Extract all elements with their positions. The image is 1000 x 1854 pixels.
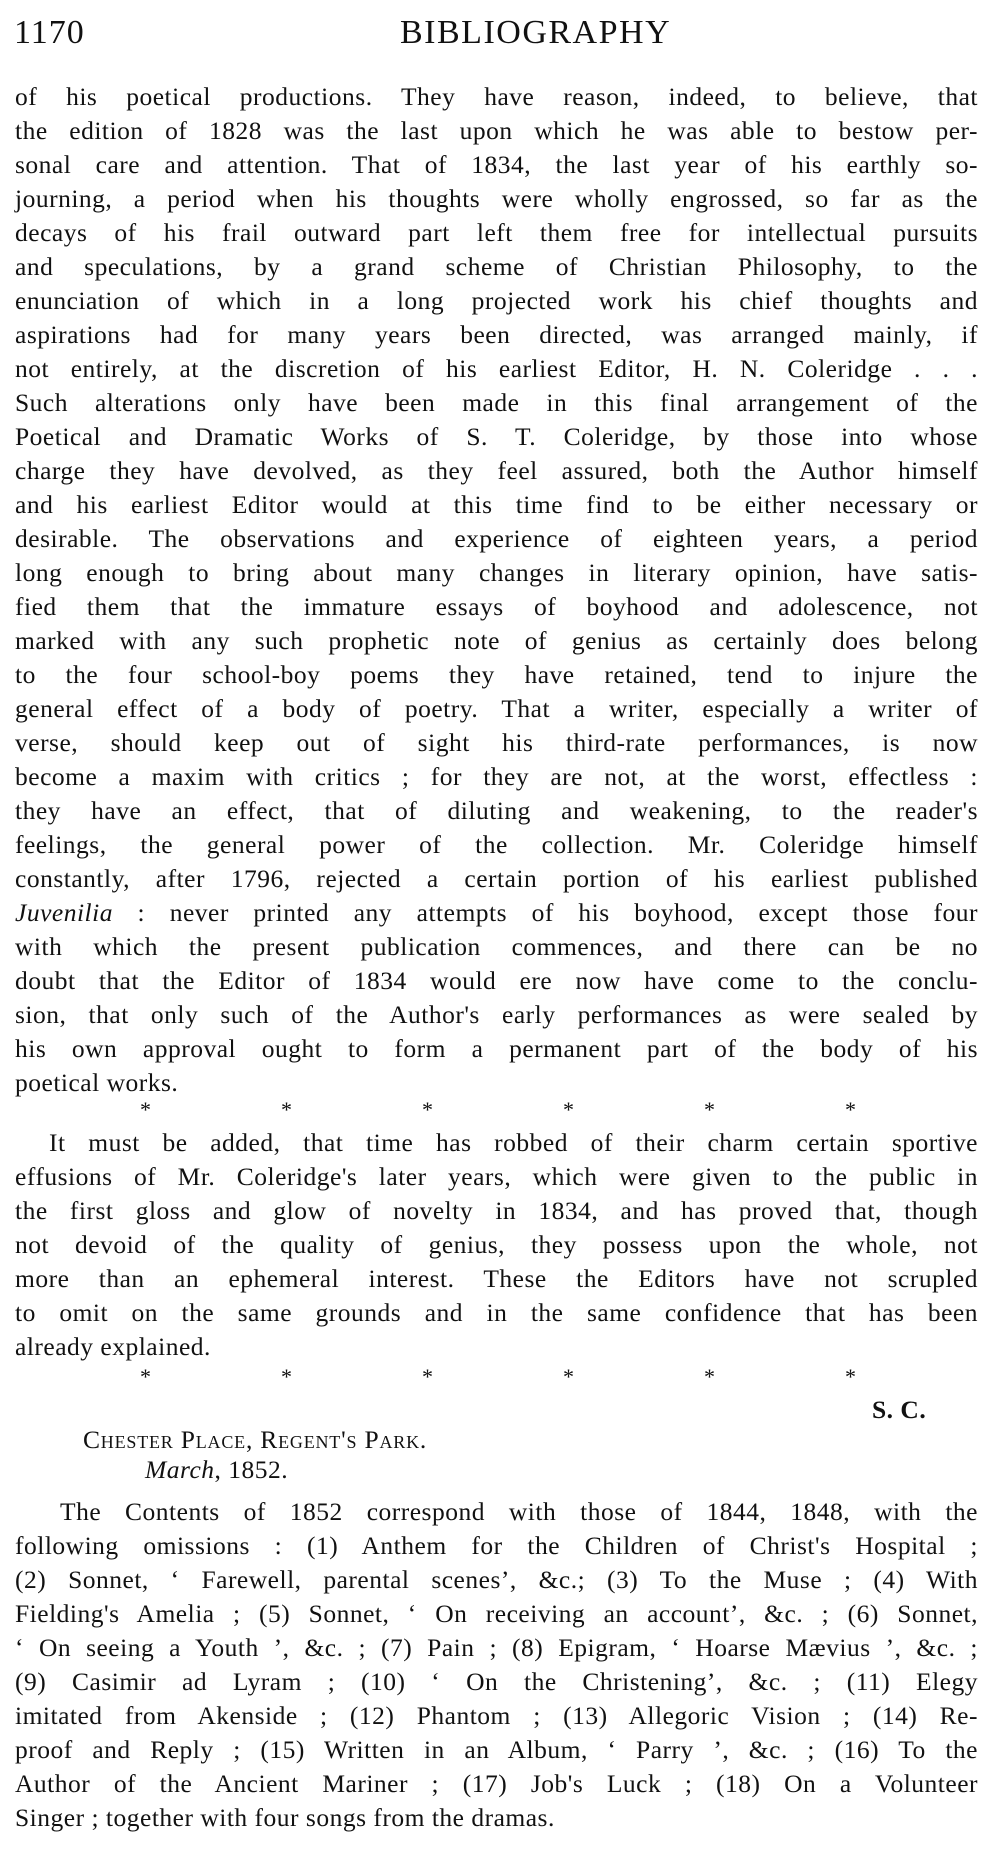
text-line: not entirely, at the discretion of his earliest Editor, H. N. Coleridge . . . [15,354,978,383]
text-line: with which the present publication commences, and there can be no [15,932,978,961]
text-line: doubt that the Editor of 1834 would ere now have come to the conclu- [15,966,978,995]
text-line: ‘ On seeing a Youth ’, &c. ; (7) Pain ; (8) Epigram, ‘ Hoarse Mævius ’, &c. ; [15,1633,978,1662]
text-line: sonal care and attention. That of 1834, the last year of his earthly so- [15,150,978,179]
text-line: the first gloss and glow of novelty in 1834, and has proved that, though [15,1196,978,1225]
text-line: desirable. The observations and experience of eighteen years, a period [15,524,978,553]
text-line: and speculations, by a grand scheme of Christian Philosophy, to the [15,252,978,281]
asterisk: * [140,1364,151,1389]
text-line: feelings, the general power of the collection. Mr. Coleridge himself [15,830,978,859]
text-line: marked with any such prophetic note of genius as certainly does belong [15,626,978,655]
text-line: Author of the Ancient Mariner ; (17) Job's Luck ; (18) On a Volunteer [15,1769,978,1798]
text-line: charge they have devolved, as they feel assured, both the Author himself [15,456,978,485]
text-line [15,896,978,930]
text-line: of his poetical productions. They have reason, indeed, to believe, that [15,82,978,111]
text-line: aspirations had for many years been directed, was arranged mainly, if [15,320,978,349]
asterisk: * [422,1364,433,1389]
signature-year: , 1852. [214,1455,289,1484]
text-line: and his earliest Editor would at this time find to be either necessary or [15,490,978,519]
text-line: Poetical and Dramatic Works of S. T. Coleridge, by those into whose [15,422,978,451]
asterisk: * [845,1097,856,1122]
asterisk: * [704,1364,715,1389]
text-line: journing, a period when his thoughts were wholly engrossed, so far as the [15,184,978,213]
text-line: they have an effect, that of diluting and weakening, to the reader's [15,796,978,825]
asterisk: * [281,1097,292,1122]
text-line: to the four school-boy poems they have retained, tend to injure the [15,660,978,689]
asterisk: * [422,1097,433,1122]
text-line: sion, that only such of the Author's early performances as were sealed by [15,1000,978,1029]
paragraph-3 [15,1495,978,1835]
text-line: poetical works. [15,1068,179,1097]
text-line: following omissions : (1) Anthem for the Children of Christ's Hospital ; [15,1531,978,1560]
italic-term: Juvenilia [15,898,113,927]
text-line: The Contents of 1852 correspond with those of 1844, 1848, with the [60,1497,978,1526]
text-line: Fielding's Amelia ; (5) Sonnet, ‘ On receiving an account’, &c. ; (6) Sonnet, [15,1599,978,1628]
separator-stars-2 [0,1364,1000,1394]
signature-place: Chester Place, Regent's Park. [83,1425,428,1454]
text-line: constantly, after 1796, rejected a certain portion of his earliest published [15,864,978,893]
page-number: 1170 [14,14,85,51]
text-line: (2) Sonnet, ‘ Farewell, parental scenes’, &c.; (3) To the Muse ; (4) With [15,1565,978,1594]
text-line: proof and Reply ; (15) Written in an Album, ‘ Parry ’, &c. ; (16) To the [15,1735,978,1764]
paragraph-1 [15,80,978,1100]
signature-date [145,1453,288,1487]
text-line: not devoid of the quality of genius, they possess upon the whole, not [15,1230,978,1259]
signature-initials: S. C. [872,1395,927,1424]
text-line-rest: : never printed any attempts of his boyhood, except those four [112,898,978,927]
separator-stars-1 [0,1097,1000,1127]
running-title: BIBLIOGRAPHY [400,14,672,51]
text-line: decays of his frail outward part left them free for intellectual pursuits [15,218,978,247]
text-line: his own approval ought to form a permanent part of the body of his [15,1034,978,1063]
asterisk: * [281,1364,292,1389]
text-line: long enough to bring about many changes in literary opinion, have satis- [15,558,978,587]
asterisk: * [704,1097,715,1122]
text-line: Singer ; together with four songs from the dramas. [15,1803,555,1832]
text-line: the edition of 1828 was the last upon which he was able to bestow per- [15,116,978,145]
text-line: become a maxim with critics ; for they are not, at the worst, effectless : [15,762,978,791]
asterisk: * [563,1364,574,1389]
asterisk: * [140,1097,151,1122]
paragraph-2 [15,1126,978,1364]
asterisk: * [845,1364,856,1389]
text-line: It must be added, that time has robbed of their charm certain sportive [49,1128,978,1157]
text-line: more than an ephemeral interest. These the Editors have not scrupled [15,1264,978,1293]
asterisk: * [563,1097,574,1122]
text-line: imitated from Akenside ; (12) Phantom ; (13) Allegoric Vision ; (14) Re- [15,1701,978,1730]
text-line: enunciation of which in a long projected work his chief thoughts and [15,286,978,315]
text-line: already explained. [15,1332,211,1361]
text-line: Such alterations only have been made in this final arrangement of the [15,388,978,417]
text-line: (9) Casimir ad Lyram ; (10) ‘ On the Christening’, &c. ; (11) Elegy [15,1667,978,1696]
text-line: effusions of Mr. Coleridge's later years, which were given to the public in [15,1162,978,1191]
text-line: fied them that the immature essays of boyhood and adolescence, not [15,592,978,621]
text-line: general effect of a body of poetry. That a writer, especially a writer of [15,694,978,723]
text-line: to omit on the same grounds and in the same confidence that has been [15,1298,978,1327]
signature-month: March [145,1455,215,1484]
text-line: verse, should keep out of sight his third-rate performances, is now [15,728,978,757]
